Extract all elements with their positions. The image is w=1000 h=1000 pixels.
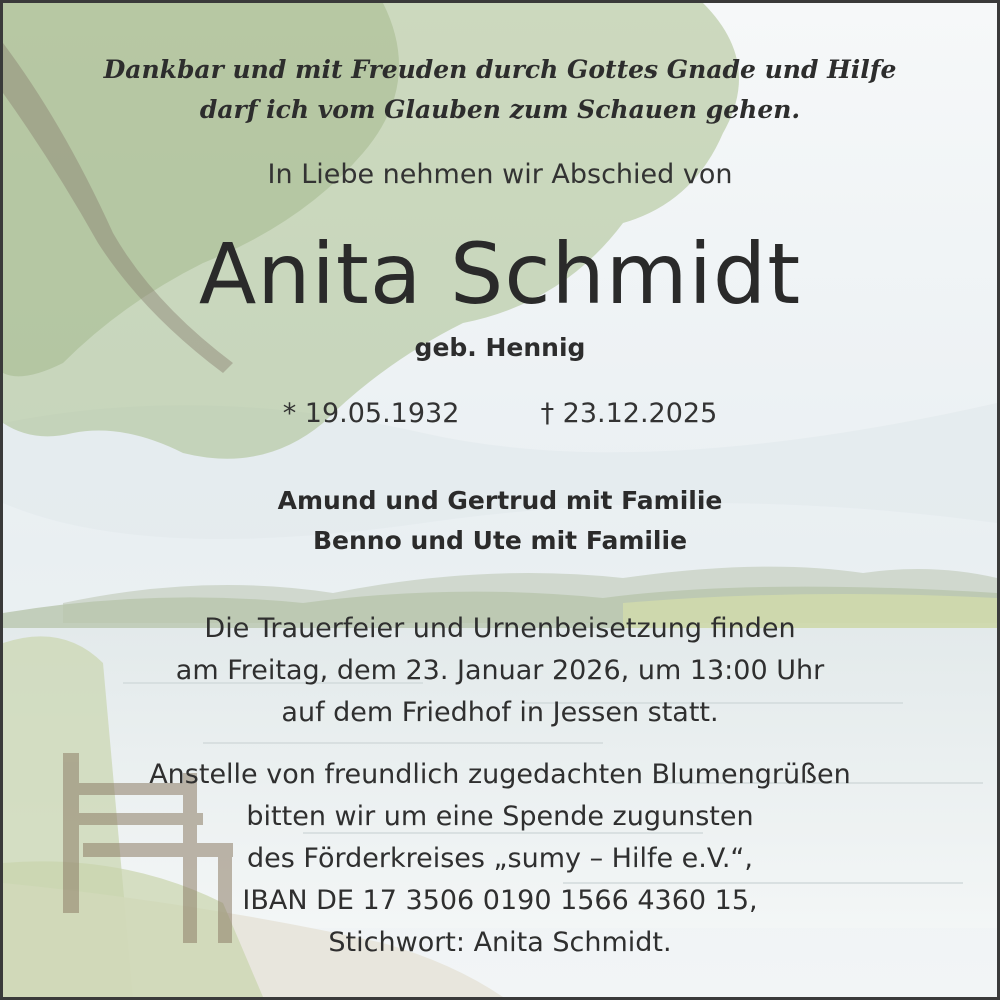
intro-text: In Liebe nehmen wir Abschied von [267, 159, 733, 190]
birth-name: geb. Hennig [414, 333, 586, 362]
donation-line-2: bitten wir um eine Spende zugunsten [246, 801, 754, 832]
ceremony-line-3: auf dem Friedhof in Jessen statt. [281, 697, 719, 728]
donation-iban: IBAN DE 17 3506 0190 1566 4360 15, [242, 885, 758, 916]
verse-line-2: darf ich vom Glauben zum Schauen gehen. [199, 95, 801, 124]
verse-line-1: Dankbar und mit Freuden durch Gottes Gnade und Hilfe [103, 55, 897, 84]
mourner-line-2: Benno und Ute mit Familie [312, 526, 688, 555]
death-date: † 23.12.2025 [540, 398, 718, 429]
life-dates [3, 398, 997, 429]
donation-keyword: Stichwort: Anita Schmidt. [328, 927, 672, 958]
birth-date: * 19.05.1932 [282, 398, 460, 429]
donation-line-3: des Förderkreises „sumy – Hilfe e.V.“, [247, 843, 753, 874]
deceased-name: Anita Schmidt [198, 225, 802, 323]
donation-line-1: Anstelle von freundlich zugedachten Blumengrüßen [149, 759, 851, 790]
ceremony-line-1: Die Trauerfeier und Urnenbeisetzung finden [204, 613, 796, 644]
mourner-line-1: Amund und Gertrud mit Familie [277, 486, 723, 515]
ceremony-line-2: am Freitag, dem 23. Januar 2026, um 13:00 Uhr [175, 655, 825, 686]
